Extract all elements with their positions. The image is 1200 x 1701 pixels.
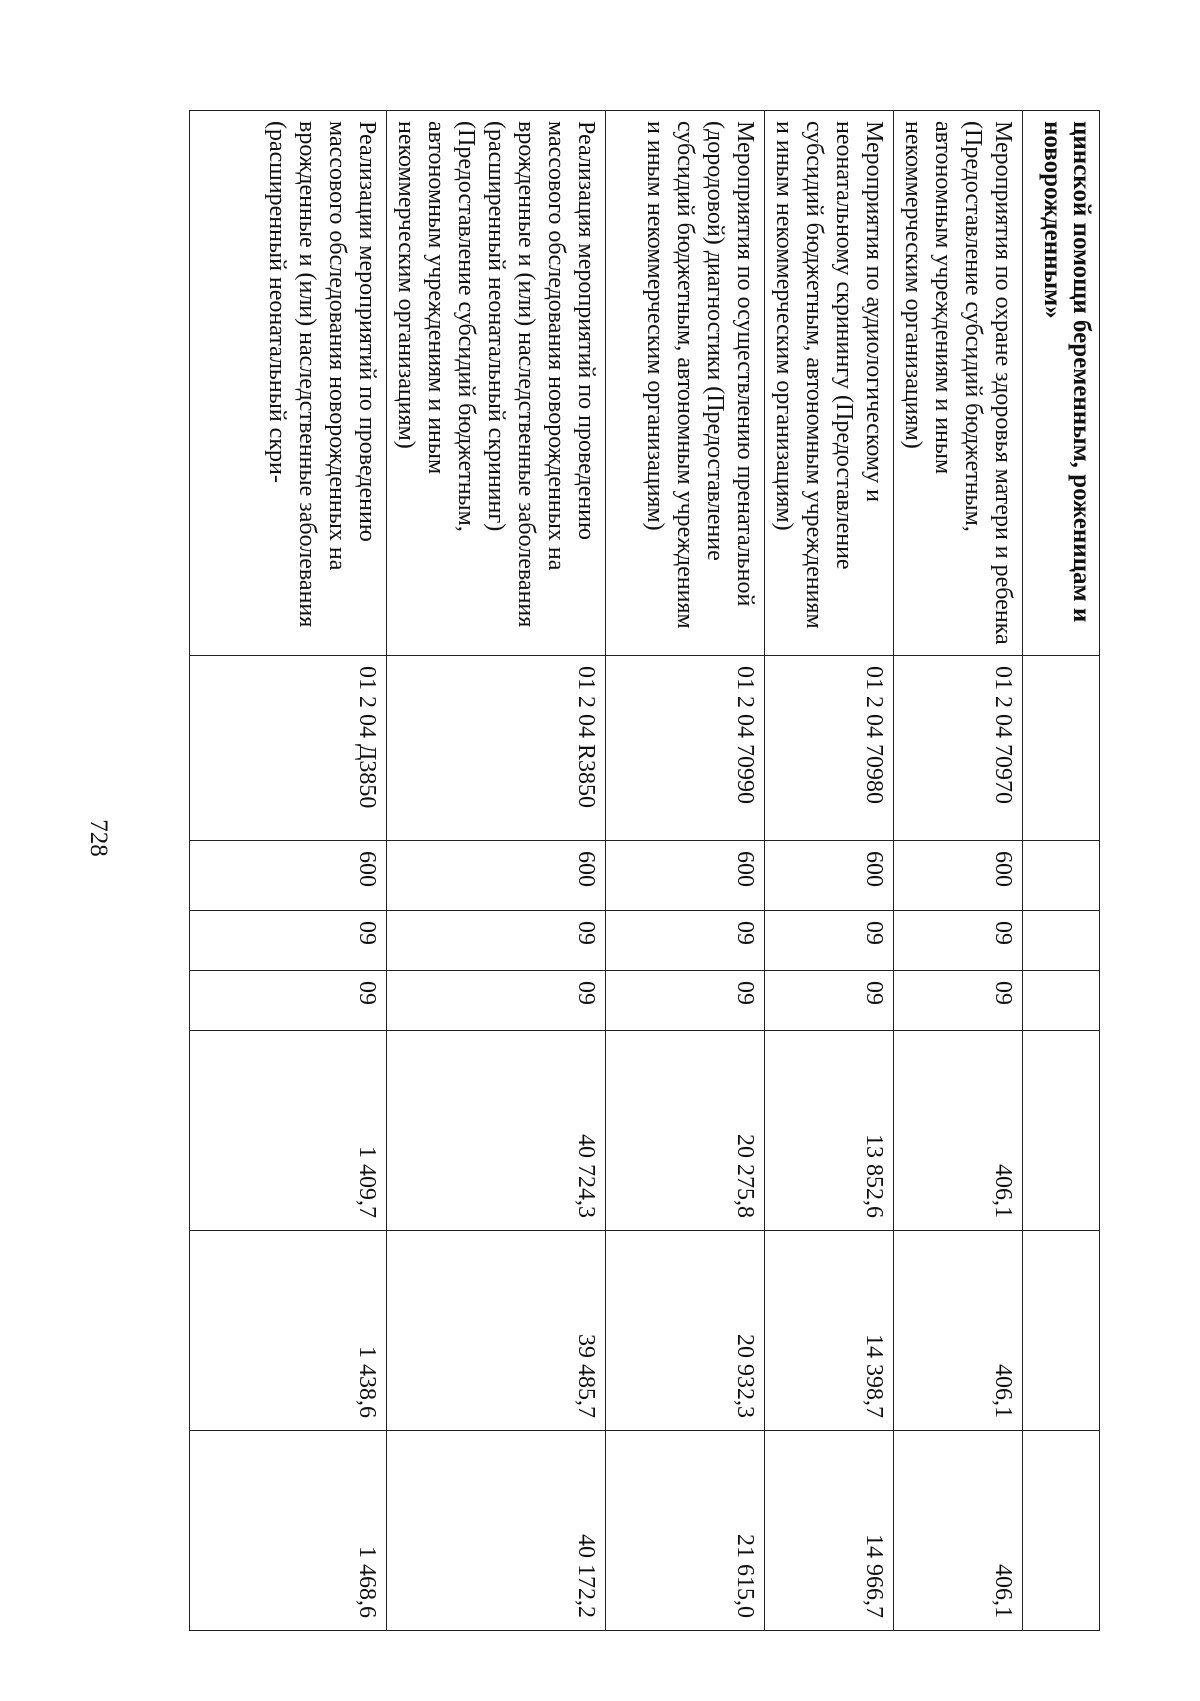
- row-pr: 09: [765, 971, 894, 1031]
- row-kvr: 600: [190, 841, 387, 911]
- page-number: 728: [85, 819, 112, 857]
- row-name: Реализация мероприятий по проведению массового обследования новорожденных на врожденные и (или) наследственные заболевания (расширенный неонатальный скрининг) (Предоставление субсидий бюджетным, автономным учреждениям и иным некоммерческим организациям): [387, 111, 606, 656]
- row-pr: 09: [894, 971, 1023, 1031]
- section-header-row: [1023, 111, 1100, 1631]
- row-rz: 09: [765, 911, 894, 971]
- row-code: 01 2 04 R3850: [387, 656, 606, 841]
- row-rz: 09: [606, 911, 765, 971]
- row-year2: 39 485,7: [387, 1231, 606, 1431]
- empty-cell: [1023, 1431, 1100, 1631]
- row-year1: 20 275,8: [606, 1031, 765, 1231]
- empty-cell: [1023, 656, 1100, 841]
- row-pr: 09: [606, 971, 765, 1031]
- empty-cell: [1023, 841, 1100, 911]
- row-code: 01 2 04 Д3850: [190, 656, 387, 841]
- row-year3: 21 615,0: [606, 1431, 765, 1631]
- row-name: Мероприятия по аудиологическому и неонатальному скринингу (Предоставление субсидий бюджетным, автономным учреждениям и иным некоммерческим организациям): [765, 111, 894, 656]
- row-rz: 09: [387, 911, 606, 971]
- row-year2: 14 398,7: [765, 1231, 894, 1431]
- row-year1: 13 852,6: [765, 1031, 894, 1231]
- row-kvr: 600: [387, 841, 606, 911]
- row-year3: 406,1: [894, 1431, 1023, 1631]
- row-name: Мероприятия по осуществлению пренатальной (дородовой) диагностики (Предоставление субсидий бюджетным, автономным учреждениям и иным некоммерческим организациям): [606, 111, 765, 656]
- row-kvr: 600: [606, 841, 765, 911]
- table-row: [387, 111, 606, 1631]
- row-year2: 1 438,6: [190, 1231, 387, 1431]
- row-pr: 09: [387, 971, 606, 1031]
- row-kvr: 600: [765, 841, 894, 911]
- row-year2: 20 932,3: [606, 1231, 765, 1431]
- row-name: Реализации мероприятий по проведению массового обследования новорожденных на врожденные и (или) наследственные заболевания (расширенный неонатальный скри-: [190, 111, 387, 656]
- row-kvr: 600: [894, 841, 1023, 911]
- table-row: [894, 111, 1023, 1631]
- row-year1: 40 724,3: [387, 1031, 606, 1231]
- empty-cell: [1023, 911, 1100, 971]
- row-pr: 09: [190, 971, 387, 1031]
- row-rz: 09: [894, 911, 1023, 971]
- empty-cell: [1023, 971, 1100, 1031]
- empty-cell: [1023, 1031, 1100, 1231]
- row-code: 01 2 04 70980: [765, 656, 894, 841]
- row-year3: 1 468,6: [190, 1431, 387, 1631]
- empty-cell: [1023, 1231, 1100, 1431]
- row-rz: 09: [190, 911, 387, 971]
- table-row: [765, 111, 894, 1631]
- table-row: [606, 111, 765, 1631]
- row-name: Мероприятия по охране здоровья матери и ребенка (Предоставление субсидий бюджетным, автономным учреждениям и иным некоммерческим организациям): [894, 111, 1023, 656]
- table-row: [190, 111, 387, 1631]
- row-year1: 406,1: [894, 1031, 1023, 1231]
- row-code: 01 2 04 70990: [606, 656, 765, 841]
- row-year3: 40 172,2: [387, 1431, 606, 1631]
- row-year1: 1 409,7: [190, 1031, 387, 1231]
- row-year3: 14 966,7: [765, 1431, 894, 1631]
- row-code: 01 2 04 70970: [894, 656, 1023, 841]
- row-year2: 406,1: [894, 1231, 1023, 1431]
- section-title: цинской помощи беременным, роженицам и новорожденным»: [1023, 111, 1100, 656]
- budget-table: [189, 110, 1100, 1631]
